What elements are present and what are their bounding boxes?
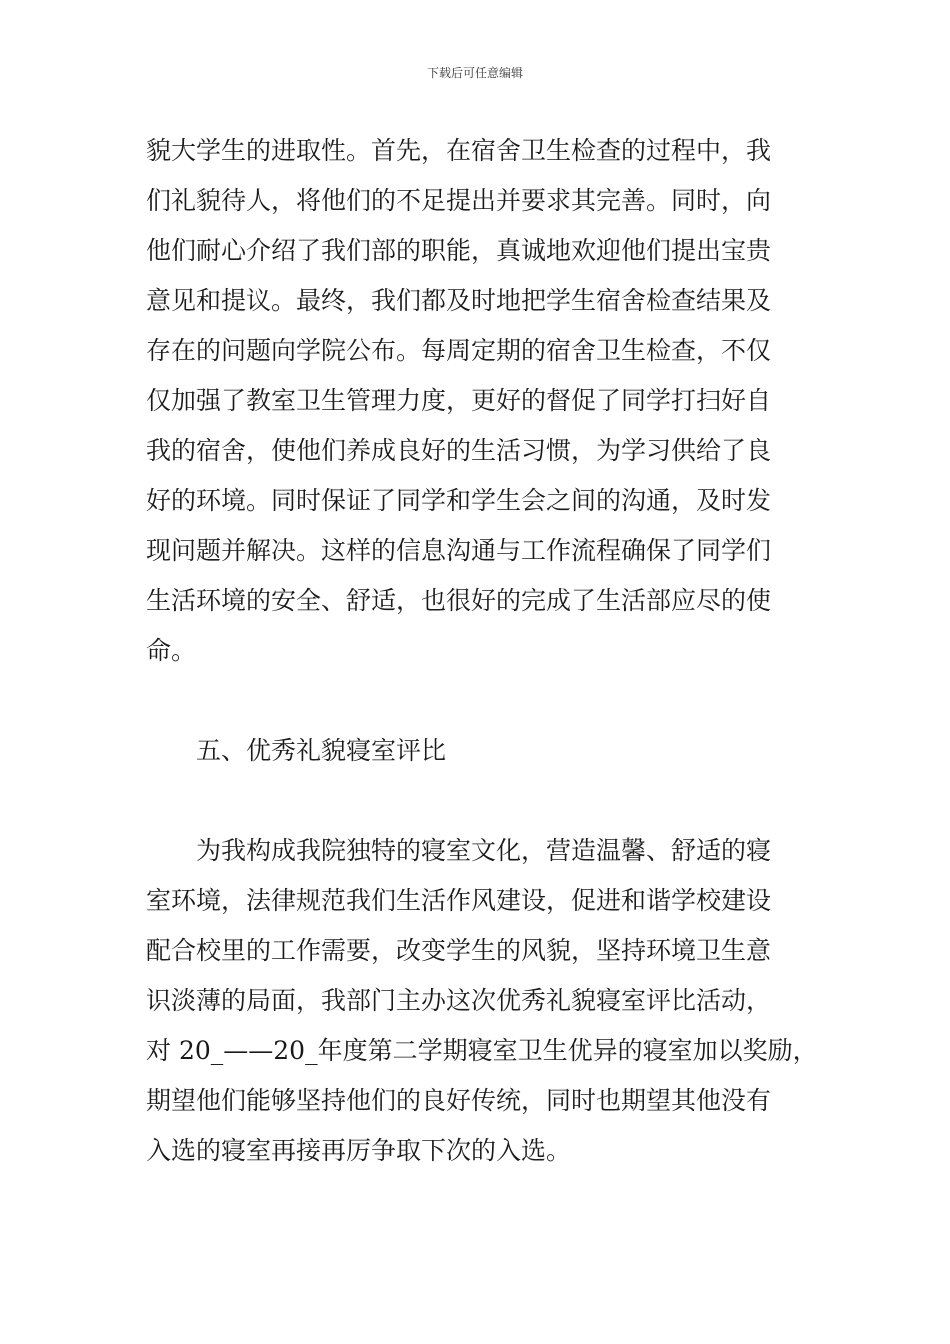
paragraph-line: 期望他们能够坚持他们的良好传统，同时也期望其他没有 <box>146 1086 772 1115</box>
paragraph-line: 存在的问题向学院公布。每周定期的宿舍卫生检查，不仅 <box>146 336 772 365</box>
paragraph-line: 现问题并解决。这样的信息沟通与工作流程确保了同学们 <box>146 536 772 565</box>
paragraph-line: 貌大学生的进取性。首先，在宿舍卫生检查的过程中，我 <box>146 136 772 165</box>
paragraph-line: 命。 <box>146 636 197 665</box>
paragraph-line: 好的环境。同时保证了同学和学生会之间的沟通，及时发 <box>146 486 772 515</box>
paragraph-line: 为我构成我院独特的寝室文化，营造温馨、舒适的寝 <box>196 836 772 865</box>
paragraph-line: 识淡薄的局面，我部门主办这次优秀礼貌寝室评比活动， <box>146 986 772 1015</box>
paragraph-line: 对 20_——20_年度第二学期寝室卫生优异的寝室加以奖励， <box>146 1036 818 1065</box>
paragraph-line: 他们耐心介绍了我们部的职能，真诚地欢迎他们提出宝贵 <box>146 236 772 265</box>
paragraph-line: 我的宿舍，使他们养成良好的生活习惯，为学习供给了良 <box>146 436 772 465</box>
paragraph-line: 生活环境的安全、舒适，也很好的完成了生活部应尽的使 <box>146 586 772 615</box>
paragraph-line: 意见和提议。最终，我们都及时地把学生宿舍检查结果及 <box>146 286 772 315</box>
paragraph-line: 入选的寝室再接再厉争取下次的入选。 <box>146 1136 572 1165</box>
paragraph-line: 们礼貌待人，将他们的不足提出并要求其完善。同时，向 <box>146 186 772 215</box>
paragraph-line: 室环境，法律规范我们生活作风建设，促进和谐学校建设 <box>146 886 772 915</box>
paragraph-line: 配合校里的工作需要，改变学生的风貌，坚持环境卫生意 <box>146 936 772 965</box>
page-header: 下载后可任意编辑 <box>426 66 523 80</box>
section-heading: 五、优秀礼貌寝室评比 <box>196 736 447 765</box>
paragraph-line: 仅加强了教室卫生管理力度，更好的督促了同学打扫好自 <box>146 386 772 415</box>
